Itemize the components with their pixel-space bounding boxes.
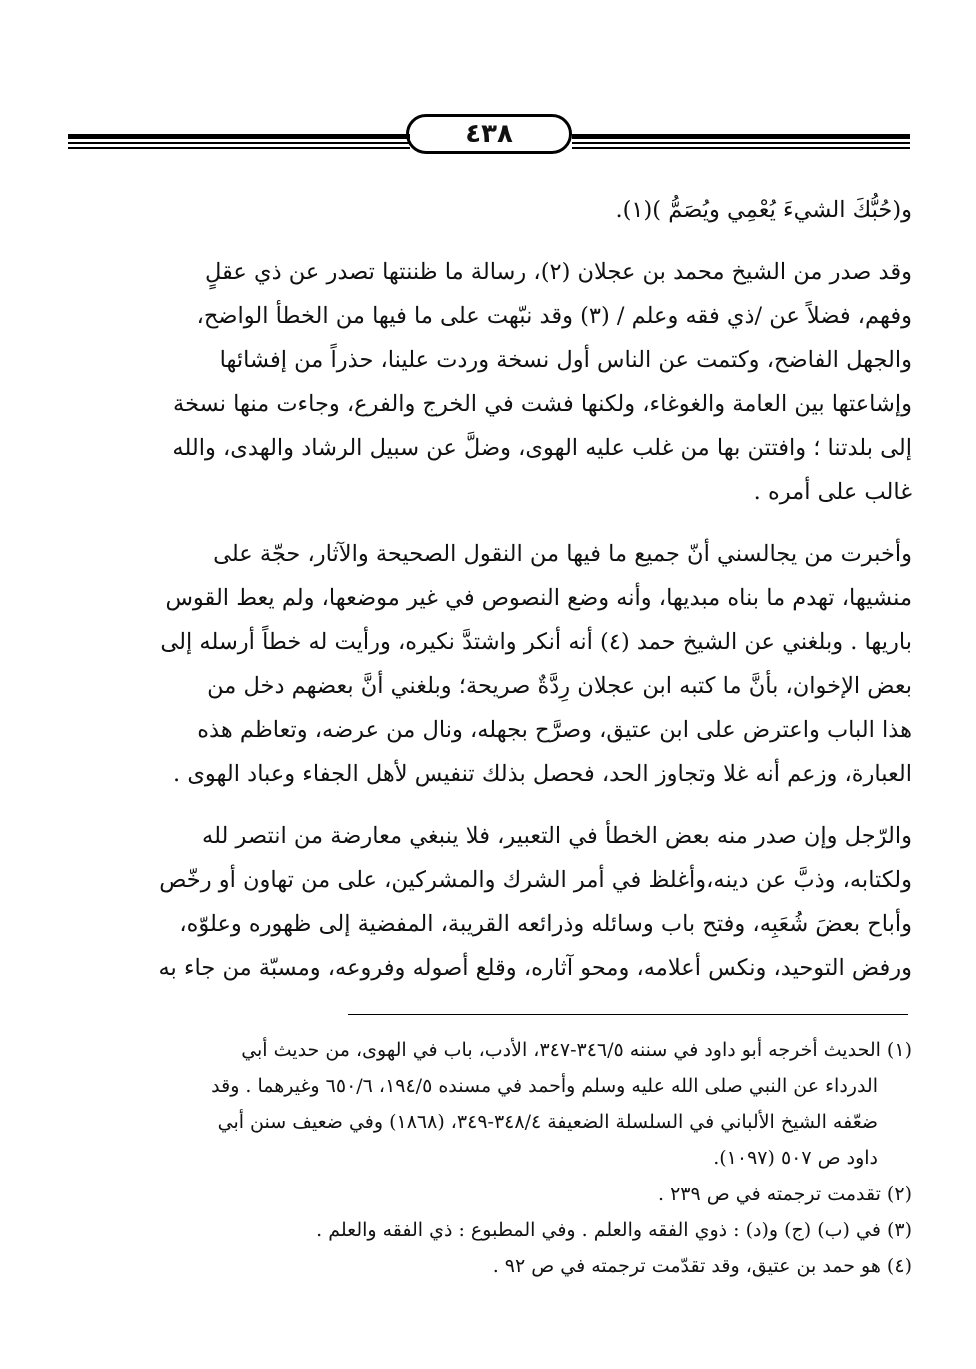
text-line: وقد صدر من الشيخ محمد بن عجلان (٢)، رسالة ما ظننتها تصدر عن ذي عقلٍ — [204, 259, 912, 285]
footnote-line: (٢) تقدمت ترجمته في ص ٢٣٩ . — [658, 1183, 912, 1205]
footnote-line: ضعّفه الشيخ الألباني في السلسلة الضعيفة ٣٤٨/٤-٣٤٩، (١٨٦٨) وفي ضعيف سنن أبي — [217, 1111, 878, 1133]
text-line: العبارة، وزعم أنه غلا وتجاوز الحد، فحصل بذلك تنفيس لأهل الجفاء وعباد الهوى . — [173, 761, 912, 787]
paragraph-gap — [70, 232, 912, 250]
text-line: باريها . وبلغني عن الشيخ حمد (٤) أنه أنكر واشتدَّ نكيره، ورأيت له خطاً أرسله إلى — [160, 629, 912, 655]
footnote-line: داود ص ٥٠٧ (١٠٩٧). — [713, 1147, 878, 1169]
paragraph-gap — [70, 796, 912, 814]
main-text — [70, 188, 912, 990]
text-line: و(حُبُّكَ الشيءَ يُعْمِي ويُصَمُّ )(١). — [615, 197, 912, 223]
footnotes — [70, 1032, 912, 1284]
header-rule-right — [572, 134, 910, 150]
header-rule-left — [68, 134, 410, 150]
page-header — [68, 112, 910, 162]
text-line: منشيها، تهدم ما بناه مبديها، وأنه وضع النصوص في غير موضعها، ولم يعط القوس — [165, 585, 912, 611]
page-number: ٤٣٨ — [406, 114, 572, 154]
footnote-separator — [348, 1014, 908, 1015]
footnote-line: (٤) هو حمد بن عتيق، وقد تقدّمت ترجمته في ص ٩٢ . — [492, 1255, 912, 1277]
text-line: وأباح بعضَ شُعَبِه، وفتح باب وسائله وذرائعه القريبة، المفضية إلى ظهوره وعلوّه، — [179, 911, 912, 937]
text-line: وأخبرت من يجالسني أنّ جميع ما فيها من النقول الصحيحة والآثار، حجّة على — [213, 541, 912, 567]
text-line: وإشاعتها بين العامة والغوغاء، ولكنها فشت في الخرج والفرع، وجاءت منها نسخة — [173, 391, 912, 417]
footnote-line: (٣) في (ب) (ج) و(د) : ذوي الفقه والعلم . وفي المطبوع : ذي الفقه والعلم . — [316, 1219, 912, 1241]
text-line: ورفض التوحيد، ونكس أعلامه، ومحو آثاره، وقلع أصوله وفروعه، ومسبّة من جاء به — [158, 955, 912, 981]
text-line: ولكتابه، وذبَّ عن دينه،وأغلظ في أمر الشرك والمشركين، على من تهاون أو رخّص — [159, 867, 912, 893]
footnote-line: الدرداء عن النبي صلى الله عليه وسلم وأحمد في مسنده ١٩٤/٥، ٦٥٠/٦ وغيرهما . وقد — [211, 1075, 878, 1097]
footnote-line: (١) الحديث أخرجه أبو داود في سننه ٣٤٦/٥-٣٤٧، الأدب، باب في الهوى، من حديث أبي — [241, 1039, 912, 1061]
text-line: غالب على أمره . — [753, 479, 912, 505]
text-line: وفهم، فضلاً عن /ذي فقه وعلم / (٣) وقد نبّهت على ما فيها من الخطأ الواضح، — [196, 303, 912, 329]
text-line: بعض الإخوان، بأنَّ ما كتبه ابن عجلان رِدَّةٌ صريحة؛ وبلغني أنَّ بعضهم دخل من — [207, 673, 912, 699]
text-line: والجهل الفاضح، وكتمت عن الناس أول نسخة وردت علينا، حذراً من إفشائها — [219, 347, 912, 373]
paragraph-gap — [70, 514, 912, 532]
text-line: هذا الباب واعترض على ابن عتيق، وصرَّح بجهله، ونال من عرضه، وتعاظم هذه — [197, 717, 912, 743]
text-line: إلى بلدتنا ؛ وافتتن بها من غلب عليه الهوى، وضلَّ عن سبيل الرشاد والهدى، والله — [172, 435, 912, 461]
text-line: والرّجل وإن صدر منه بعض الخطأ في التعبير، فلا ينبغي معارضة من انتصر لله — [202, 823, 912, 849]
